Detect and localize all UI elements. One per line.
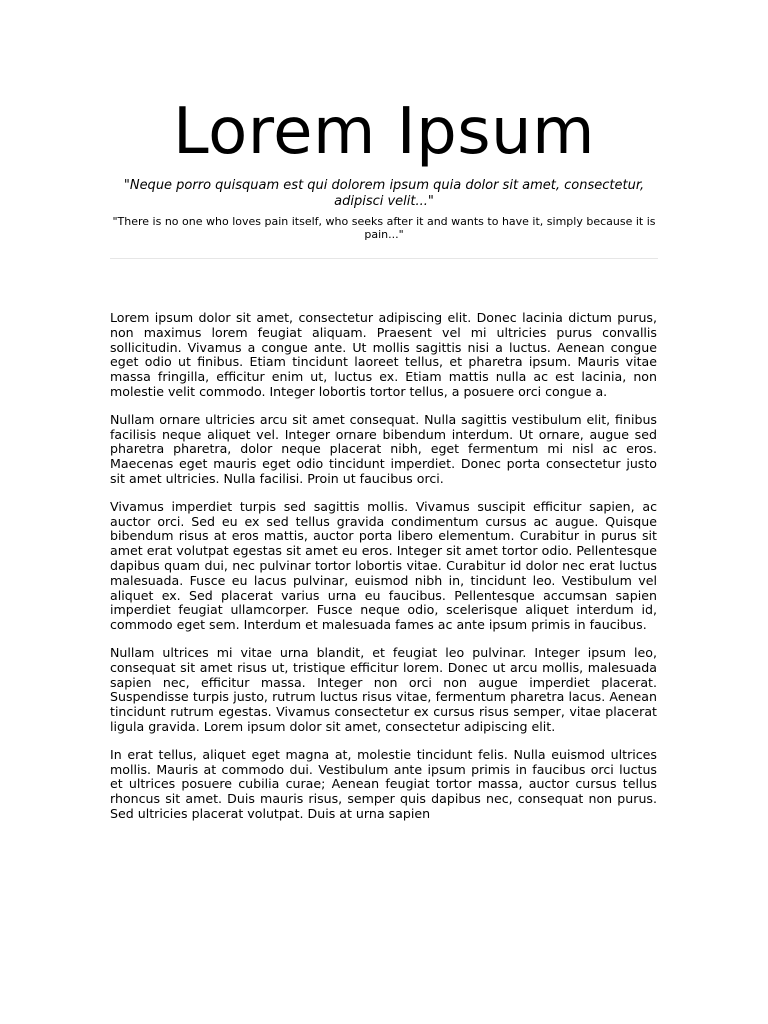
english-quote: "There is no one who loves pain itself, who seeks after it and wants to have it, simply because it is pain..." [112,215,656,241]
page-title: Lorem Ipsum [173,95,595,169]
paragraph-5: In erat tellus, aliquet eget magna at, molestie tincidunt felis. Nulla euismod ultrices mollis. Mauris at commodo dui. Vestibulum ante ipsum primis in faucibus orci luctus et ultrices posuere cubilia curae; Aenean feugiat tortor massa, auctor cursus tellus rhoncus sit amet. Duis mauris risus, semper quis dapibus nec, consequat non purus. Sed ultricies placerat volutpat. Duis at urna sapien [110,746,657,821]
header-divider [110,258,658,259]
paragraph-1: Lorem ipsum dolor sit amet, consectetur adipiscing elit. Donec lacinia dictum purus, non maximus lorem feugiat aliquam. Praesent vel mi ultricies purus convallis sollicitudin. Vivamus a congue ante. Ut mollis sagittis nisi a luctus. Aenean congue eget odio ut finibus. Etiam tincidunt laoreet tellus, et pharetra ipsum. Mauris vitae massa fringilla, efficitur enim ut, luctus ex. Etiam mattis nulla ac est lacinia, non molestie velit commodo. Integer lobortis tortor tellus, a posuere orci congue a. [110,310,657,399]
body-text [110,311,657,835]
paragraph-2: Nullam ornare ultricies arcu sit amet consequat. Nulla sagittis vestibulum elit, finibus facilisis neque aliquet vel. Integer ornare bibendum interdum. Ut ornare, augue sed pharetra pharetra, dolor neque placerat nibh, eget fermentum mi nisl ac eros. Maecenas eget mauris eget odio tincidunt imperdiet. Donec porta consectetur justo sit amet ultricies. Nulla facilisi. Proin ut faucibus orci. [110,411,657,486]
latin-quote: "Neque porro quisquam est qui dolorem ipsum quia dolor sit amet, consectetur, adipisci velit..." [123,178,645,209]
document-header [110,88,658,241]
paragraph-4: Nullam ultrices mi vitae urna blandit, et feugiat leo pulvinar. Integer ipsum leo, consequat sit amet risus ut, tristique efficitur lorem. Donec ut arcu mollis, malesuada sapien nec, efficitur massa. Integer non orci non augue imperdiet placerat. Suspendisse turpis justo, rutrum luctus risus vitae, fermentum pharetra lacus. Aenean tincidunt rutrum egestas. Vivamus consectetur ex cursus risus semper, vitae placerat ligula gravida. Lorem ipsum dolor sit amet, consectetur adipiscing elit. [110,644,657,734]
paragraph-3: Vivamus imperdiet turpis sed sagittis mollis. Vivamus suscipit efficitur sapien, ac auctor orci. Sed eu ex sed tellus gravida condimentum cursus ac augue. Quisque bibendum risus at eros mattis, auctor porta libero elementum. Curabitur in purus sit amet erat volutpat egestas sit amet eu eros. Integer sit amet tortor odio. Pellentesque dapibus quam dui, nec pulvinar tortor lobortis vitae. Curabitur id dolor nec erat luctus malesuada. Fusce eu lacus pulvinar, euismod nibh in, tincidunt leo. Vestibulum vel aliquet ex. Sed placerat varius urna eu faucibus. Pellentesque accumsan sapien imperdiet feugiat ullamcorper. Fusce neque odio, scelerisque aliquet interdum id, commodo eget sem. Interdum et malesuada fames ac ante ipsum primis in faucibus. [110,498,657,633]
